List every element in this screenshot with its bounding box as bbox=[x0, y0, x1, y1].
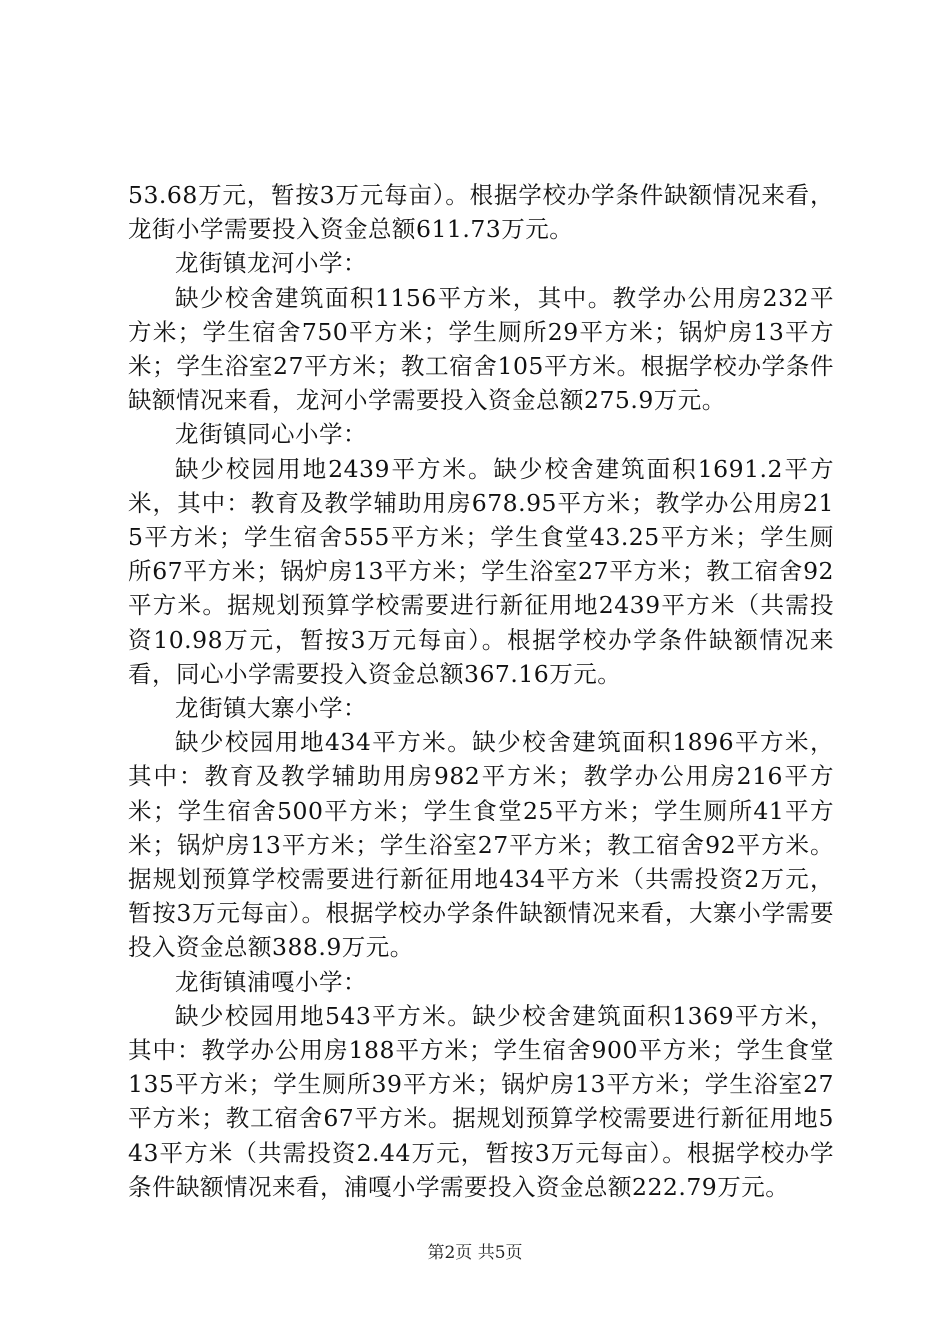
document-body bbox=[128, 178, 834, 1204]
section-heading-puga: 龙街镇浦嘎小学： bbox=[175, 967, 367, 996]
section-heading-longhe: 龙街镇龙河小学： bbox=[175, 249, 367, 278]
paragraph-puga: 缺少校园用地543平方米。缺少校舍建筑面积1369平方米，其中：教学办公用房188平方米；学生宿舍900平方米；学生食堂135平方米；学生厕所39平方米；锅炉房13平方米；学生浴室27平方米；教工宿舍67平方米。据规划预算学校需要进行新征用地543平方米（共需投资2.44万元，暂按3万元每亩）。根据学校办学条件缺额情况来看，浦嘎小学需要投入资金总额222.79万元。 bbox=[128, 1001, 834, 1201]
section-heading-dazhai: 龙街镇大寨小学： bbox=[175, 694, 367, 723]
paragraph-continuation: 53.68万元，暂按3万元每亩）。根据学校办学条件缺额情况来看，龙街小学需要投入资金总额611.73万元。 bbox=[128, 181, 834, 244]
paragraph-longhe: 缺少校舍建筑面积1156平方米，其中。教学办公用房232平方米；学生宿舍750平方米；学生厕所29平方米；锅炉房13平方米；学生浴室27平方米；教工宿舍105平方米。根据学校办学条件缺额情况来看，龙河小学需要投入资金总额275.9万元。 bbox=[128, 283, 834, 415]
page-footer: 第2页 共5页 bbox=[427, 1243, 523, 1263]
paragraph-tongxin: 缺少校园用地2439平方米。缺少校舍建筑面积1691.2平方米，其中：教育及教学辅助用房678.95平方米；教学办公用房215平方米；学生宿舍555平方米；学生食堂43.25平方米；学生厕所67平方米；锅炉房13平方米；学生浴室27平方米；教工宿舍92平方米。据规划预算学校需要进行新征用地2439平方米（共需投资10.98万元，暂按3万元每亩）。根据学校办学条件缺额情况来看，同心小学需要投入资金总额367.16万元。 bbox=[128, 454, 834, 688]
section-heading-tongxin: 龙街镇同心小学： bbox=[175, 420, 367, 449]
paragraph-dazhai: 缺少校园用地434平方米。缺少校舍建筑面积1896平方米，其中：教育及教学辅助用房982平方米；教学办公用房216平方米；学生宿舍500平方米；学生食堂25平方米；学生厕所41平方米；锅炉房13平方米；学生浴室27平方米；教工宿舍92平方米。据规划预算学校需要进行新征用地434平方米（共需投资2万元，暂按3万元每亩）。根据学校办学条件缺额情况来看，大寨小学需要投入资金总额388.9万元。 bbox=[128, 728, 834, 962]
